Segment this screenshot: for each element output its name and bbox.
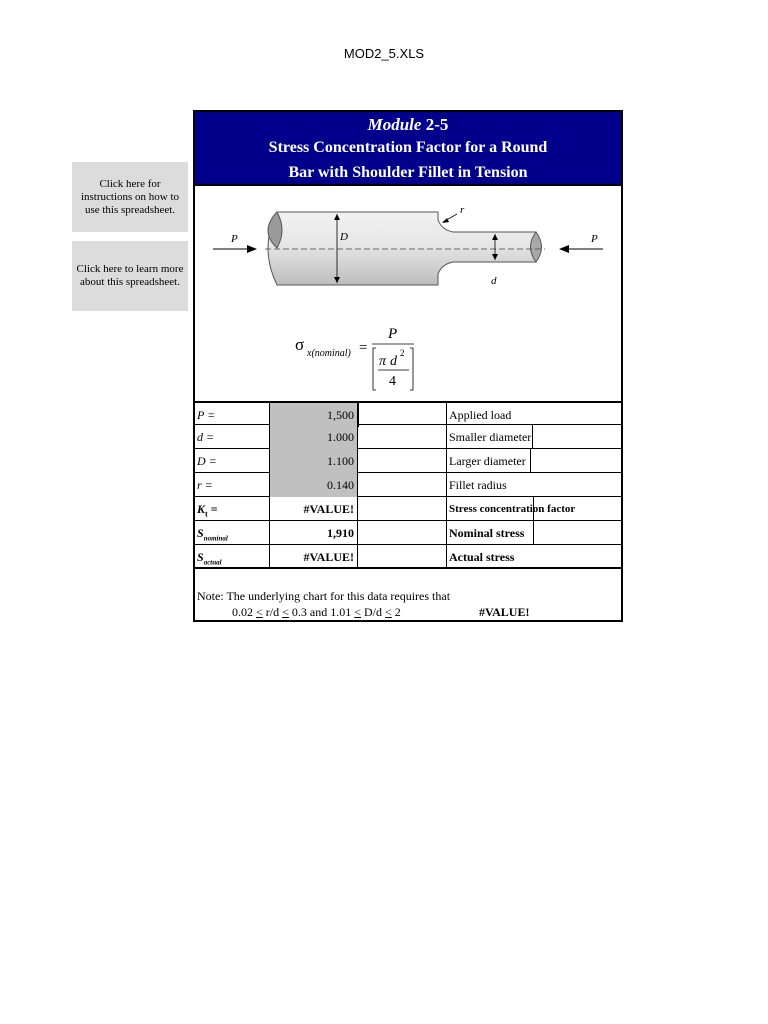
- large-diameter-input[interactable]: 1.100: [270, 449, 358, 473]
- label-r: r: [460, 204, 465, 216]
- shaft-diagram: [195, 186, 621, 402]
- kt-result: #VALUE!: [270, 497, 358, 521]
- row-desc: Applied load: [449, 408, 512, 422]
- label-d: d: [491, 275, 497, 287]
- label-D: D: [340, 231, 348, 243]
- blank-cell: [358, 497, 447, 521]
- label-P-left: P: [231, 233, 238, 245]
- formula-subscript: x(nominal): [307, 348, 351, 359]
- actual-stress-result: #VALUE!: [270, 545, 358, 569]
- formula-denominator-4: 4: [389, 374, 396, 389]
- row-desc: Fillet radius: [449, 478, 507, 492]
- range-check-result: #VALUE!: [479, 605, 530, 619]
- instructions-button[interactable]: [72, 162, 188, 232]
- load-input[interactable]: 1,500: [270, 403, 358, 427]
- row-label: d =: [195, 425, 270, 449]
- instructions-button-label: Click here for instructions on how to use this spreadsheet.: [80, 177, 180, 216]
- row-label: P =: [195, 403, 270, 427]
- table-row: [195, 521, 621, 545]
- table-row: [195, 497, 621, 521]
- blank-cell: [358, 403, 447, 427]
- blank-cell: [358, 521, 447, 545]
- table-row: [195, 401, 621, 425]
- module-number: 2-5: [425, 115, 449, 134]
- fillet-radius-input[interactable]: 0.140: [270, 473, 358, 497]
- formula-sigma: σ: [295, 335, 305, 354]
- blank-cell: [358, 449, 447, 473]
- note-text: [197, 588, 450, 620]
- formula-d: d: [390, 354, 397, 369]
- module-title: [195, 115, 621, 135]
- row-desc: Nominal stress: [447, 521, 621, 545]
- row-label: r =: [195, 473, 270, 497]
- formula-numerator: P: [388, 326, 398, 342]
- small-diameter-input[interactable]: 1.000: [270, 425, 358, 449]
- note-line-1: Note: The underlying chart for this data requires that: [197, 589, 451, 603]
- row-label: $K_t$ =: [195, 497, 270, 521]
- title-block: [195, 112, 621, 186]
- label-P-right: P: [591, 233, 598, 245]
- row-desc: Stress concentration factor: [447, 497, 621, 521]
- module-sheet: [193, 110, 623, 622]
- formula-exponent: 2: [400, 348, 405, 358]
- title-line-3: Bar with Shoulder Fillet in Tension: [288, 164, 528, 181]
- blank-cell: [358, 425, 447, 449]
- row-label: $S_{nominal}$: [195, 521, 270, 545]
- nominal-stress-result: 1,910: [270, 521, 358, 545]
- table-row: [195, 449, 621, 473]
- table-row: [195, 545, 621, 569]
- nominal-stress-formula: [295, 326, 414, 390]
- title-line-2: Stress Concentration Factor for a Round: [268, 139, 548, 156]
- blank-cell: [358, 545, 447, 569]
- row-label: $S_{actual}$: [195, 545, 270, 569]
- row-label: D =: [195, 449, 270, 473]
- formula-pi: π: [379, 354, 387, 369]
- learn-more-button-label: Click here to learn more about this spreadsheet.: [76, 263, 184, 288]
- formula-equals: =: [359, 340, 368, 356]
- file-name: MOD2_5.XLS: [343, 46, 425, 61]
- row-desc: Larger diameter: [447, 449, 621, 473]
- table-row: [195, 425, 621, 449]
- row-desc: Smaller diameter: [447, 425, 621, 449]
- large-section: [268, 212, 538, 285]
- note-line-2: 0.02 < r/d < 0.3 and 1.01 < D/d < 2: [232, 605, 401, 619]
- blank-cell: [358, 473, 447, 497]
- learn-more-button[interactable]: [72, 241, 188, 311]
- table-row: [195, 473, 621, 497]
- row-desc: Actual stress: [449, 550, 515, 564]
- module-word: Module: [367, 115, 422, 134]
